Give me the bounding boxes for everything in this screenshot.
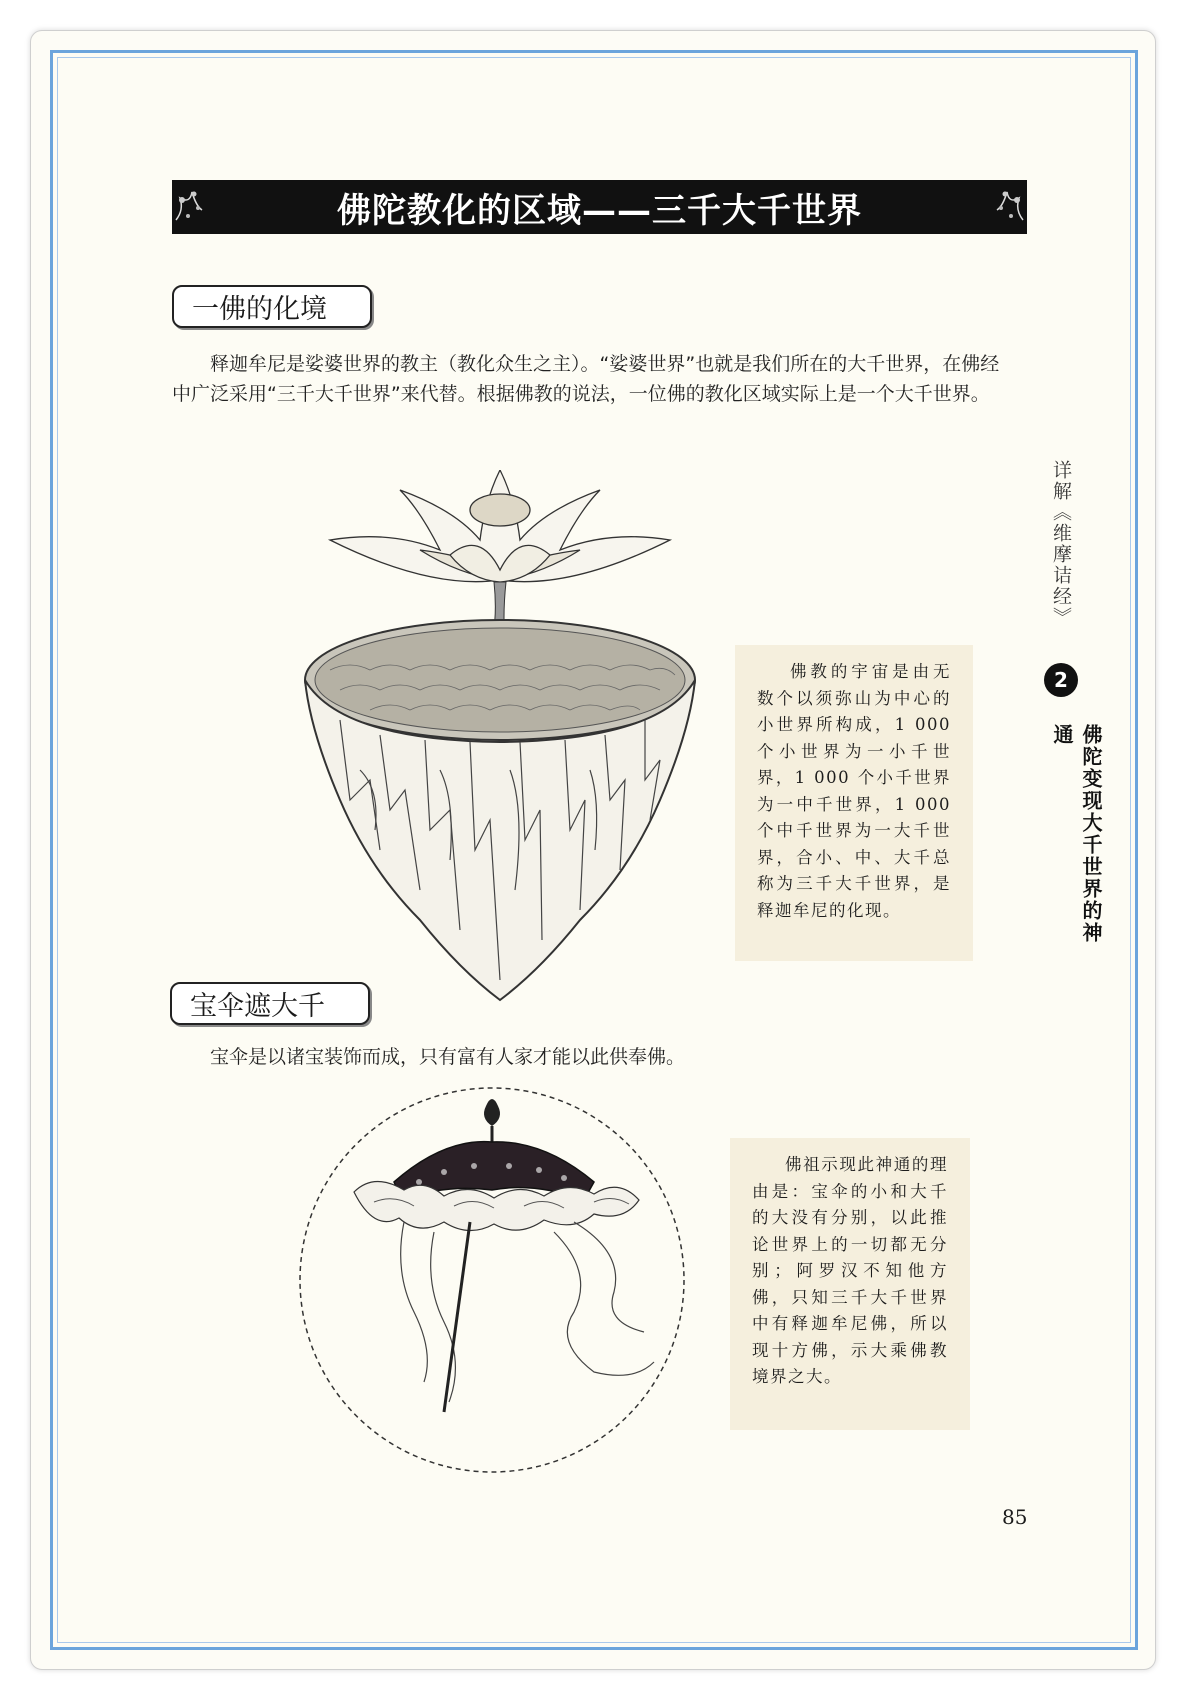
floral-ornament-right-icon — [993, 180, 1027, 234]
floral-ornament-left-icon — [172, 180, 206, 234]
lotus-world-illustration — [280, 470, 720, 1010]
chapter-number-badge: 2 — [1044, 663, 1078, 697]
chapter-title: 佛陀变现大千世界的神通 — [1050, 724, 1103, 944]
caption-universe-text: 佛教的宇宙是由无数个以须弥山为中心的小世界所构成，1 000 个小世界为一小千世界，1 000 个小千世界为一中千世界，1 000 个中千世界为一大千世界，合小、中、大千总称为三千大千世界，是释迦牟尼的化现。 — [757, 662, 951, 920]
section1-paragraph: 释迦牟尼是娑婆世界的教主（教化众生之主）。“娑婆世界”也就是我们所在的大千世界，在佛经中广泛采用“三千大千世界”来代替。根据佛教的说法，一位佛的教化区域实际上是一个大千世界。 — [172, 353, 1000, 405]
caption-umbrella-text: 佛祖示现此神通的理由是：宝伞的小和大千的大没有分别，以此推论世界上的一切都无分别；阿罗汉不知他方佛，只知三千大千世界中有释迦牟尼佛，所以现十方佛，示大乘佛教境界之大。 — [752, 1155, 948, 1386]
section-heading-precious-umbrella: 宝伞遮大千 — [170, 982, 370, 1025]
section-heading-buddha-realm: 一佛的化境 — [172, 285, 372, 328]
caption-box-universe — [735, 645, 973, 961]
section2-paragraph: 宝伞是以诸宝装饰而成，只有富有人家才能以此供奉佛。 — [210, 1046, 686, 1068]
series-title: 详解《维摩诘经》 — [1050, 460, 1072, 628]
page-number: 85 — [1002, 1505, 1028, 1529]
page-title: 佛陀教化的区域——三千大千世界 — [337, 190, 862, 231]
precious-umbrella-illustration — [294, 1082, 690, 1478]
title-banner — [172, 180, 1027, 234]
caption-box-umbrella — [730, 1138, 970, 1430]
